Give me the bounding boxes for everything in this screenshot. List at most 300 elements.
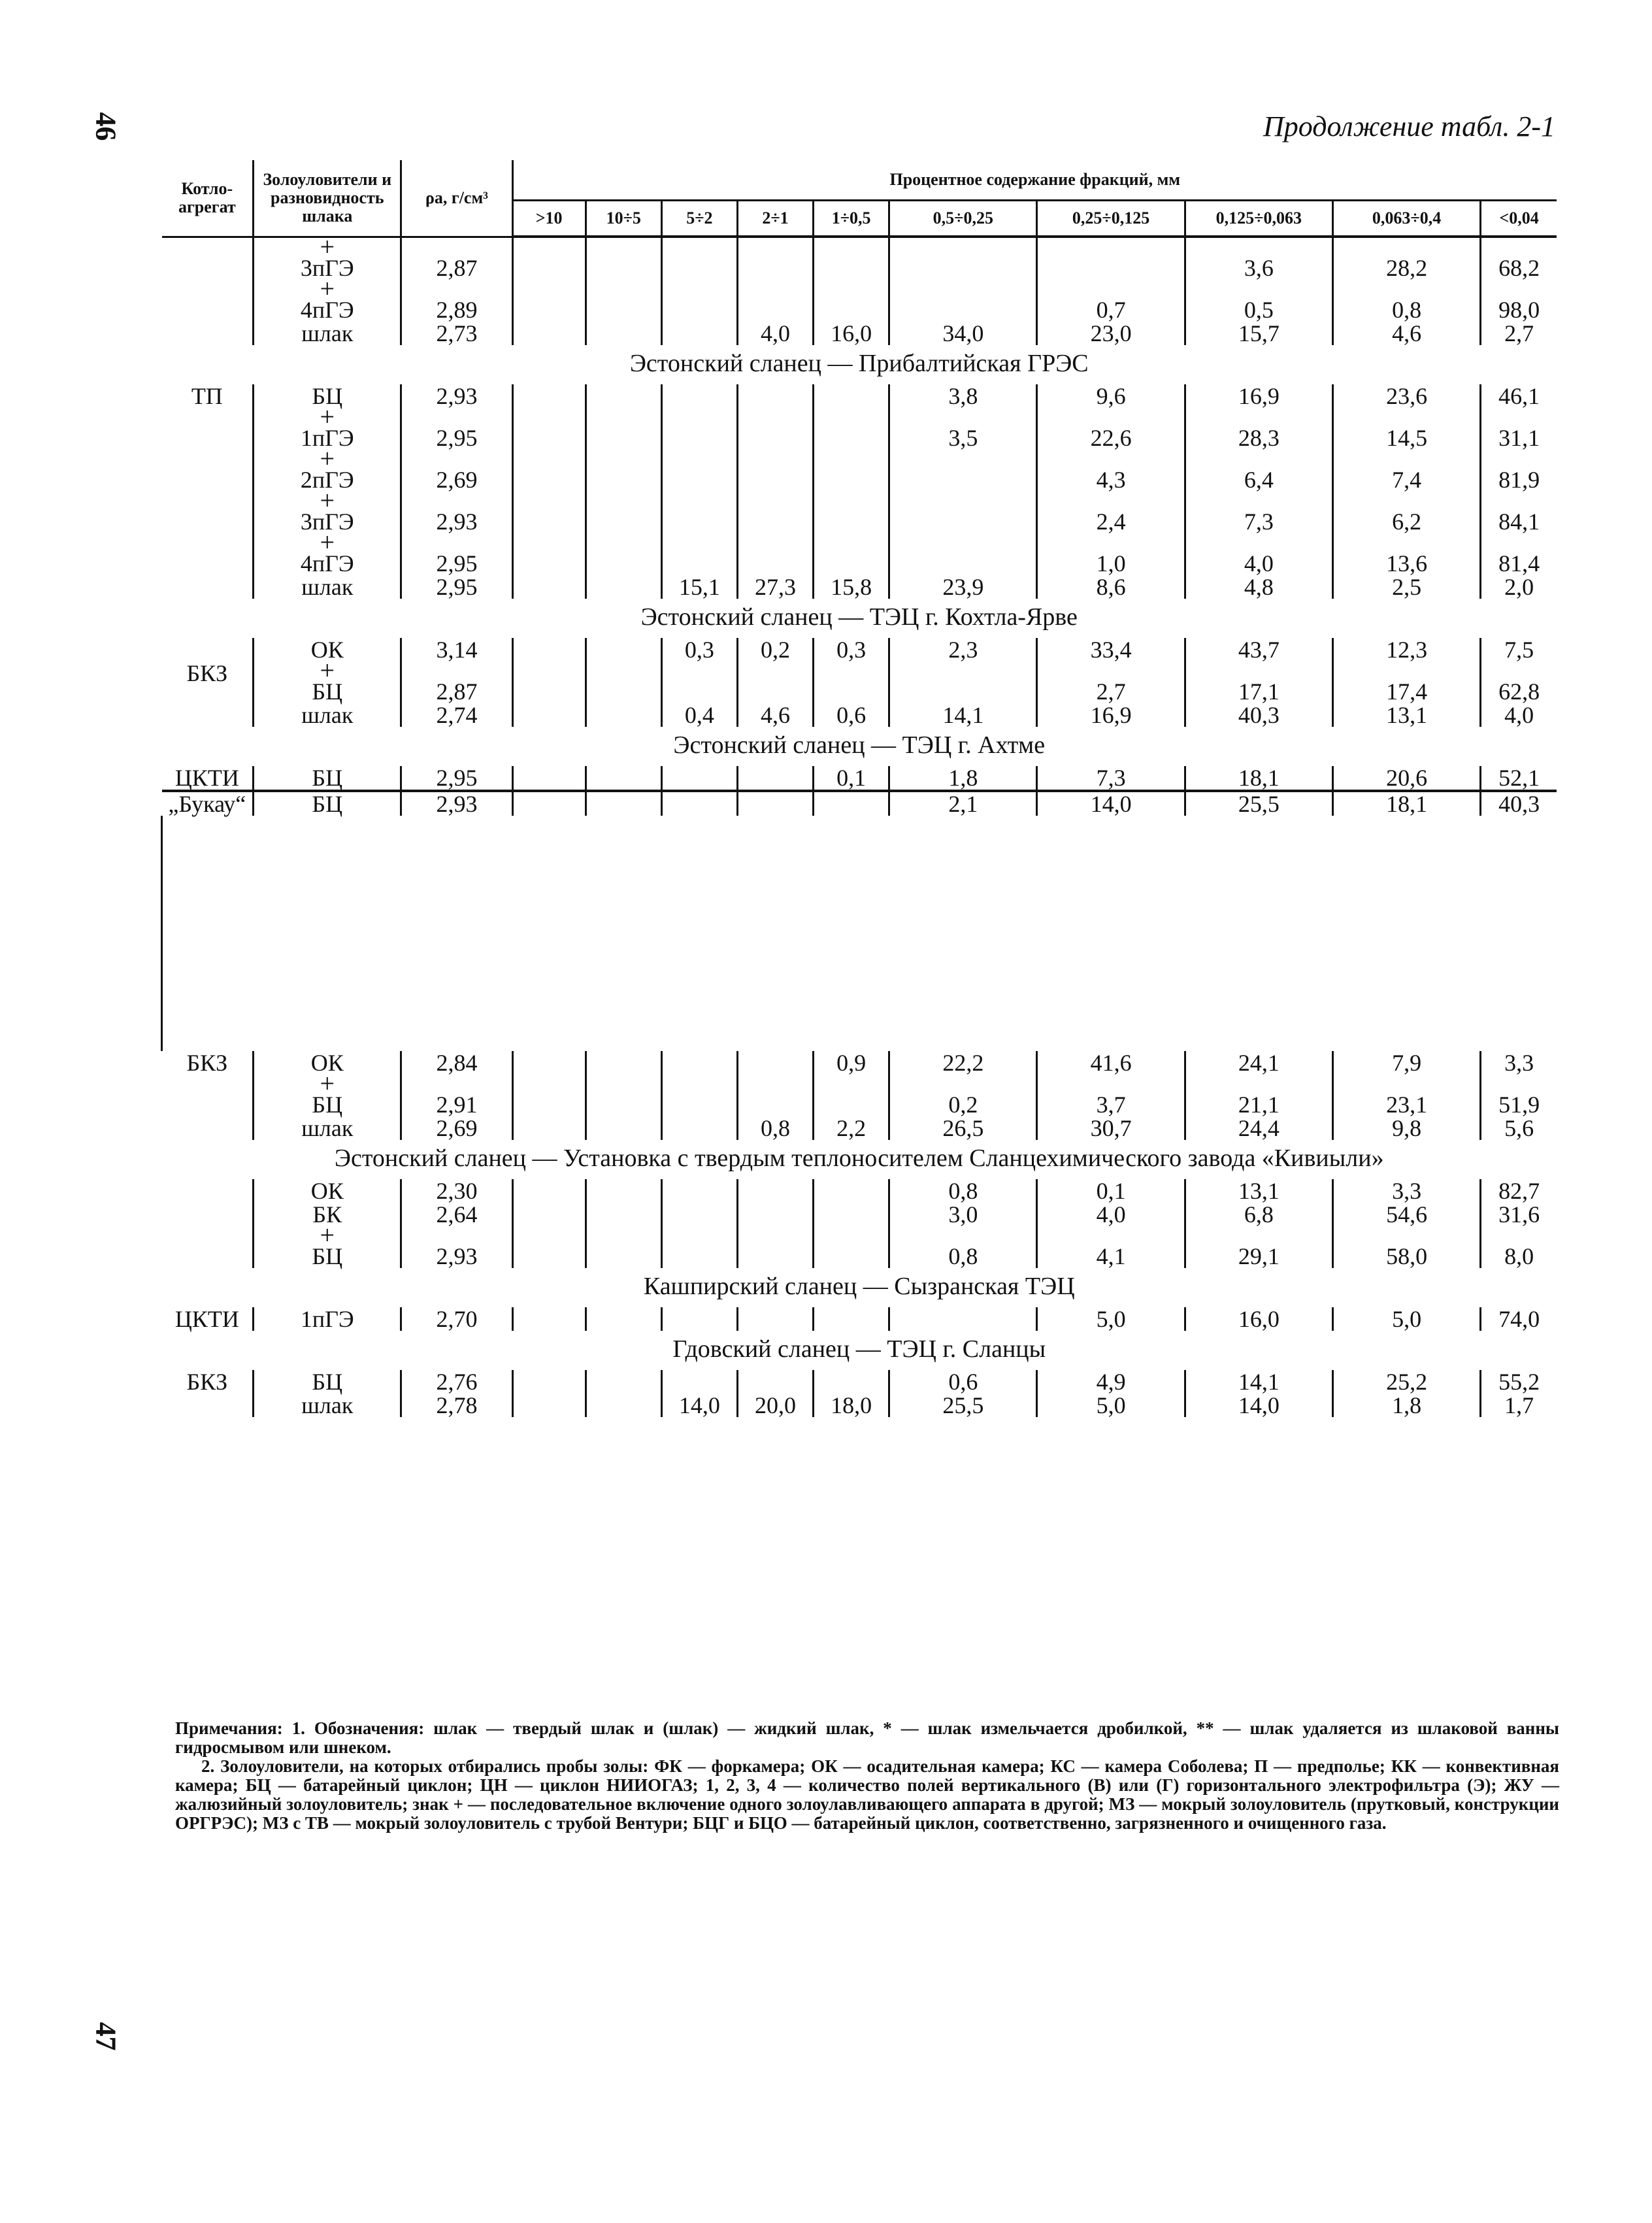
section-title: Гдовский сланец — ТЭЦ г. Сланцы bbox=[672, 1335, 1046, 1363]
fraction-cell bbox=[512, 638, 586, 661]
density-value: 2,30 bbox=[436, 1178, 478, 1204]
fraction-cell bbox=[661, 1226, 737, 1268]
fraction-value: 2,7 bbox=[1096, 678, 1126, 705]
fraction-cell bbox=[586, 1051, 661, 1075]
fraction-cell bbox=[661, 703, 737, 727]
unit-cell bbox=[162, 1116, 254, 1140]
unit-cell bbox=[162, 1179, 254, 1203]
fraction-cell bbox=[889, 1116, 1037, 1140]
fraction-cell bbox=[512, 1116, 586, 1140]
fraction-cell bbox=[1481, 1179, 1557, 1203]
unit-cell: „Букау“ bbox=[168, 791, 246, 817]
fraction-cell bbox=[1481, 766, 1557, 791]
fraction-value: 41,6 bbox=[1090, 1050, 1132, 1076]
fraction-cell bbox=[661, 575, 737, 599]
density-value: 2,76 bbox=[436, 1369, 478, 1395]
fraction-value: 1,8 bbox=[948, 765, 978, 791]
fraction-cell bbox=[889, 791, 1037, 816]
note-1: Примечания: 1. Обозначения: шлак — твердый шлак и (шлак) — жидкий шлак, * — шлак измельчается дробилкой, ** — шлак удаляется из шлаковой ванны гидросмывом или шнеком. bbox=[175, 1718, 1559, 1757]
fraction-cell bbox=[889, 280, 1037, 322]
header-collector: Золоуловители и разновидность шлака bbox=[254, 160, 401, 237]
collector-cell bbox=[254, 1220, 401, 1269]
fraction-cell bbox=[1037, 1051, 1185, 1075]
fraction-value: 14,0 bbox=[678, 1392, 720, 1418]
fraction-cell bbox=[1332, 492, 1480, 533]
fraction-cell bbox=[1037, 1307, 1185, 1331]
unit-cell: ЦКТИ bbox=[174, 1306, 239, 1332]
fraction-cell bbox=[512, 1075, 586, 1116]
fraction-cell bbox=[586, 1394, 661, 1417]
collector-cell bbox=[254, 1069, 401, 1118]
fraction-cell bbox=[1481, 492, 1557, 533]
fraction-value: 58,0 bbox=[1386, 1243, 1428, 1269]
fraction-value: 4,0 bbox=[1244, 550, 1274, 577]
density-cell bbox=[401, 1116, 512, 1140]
fraction-cell bbox=[586, 450, 661, 492]
fraction-value: 51,9 bbox=[1498, 1092, 1540, 1118]
fraction-cell bbox=[814, 450, 889, 492]
fraction-cell bbox=[586, 384, 661, 408]
fraction-value: 6,4 bbox=[1244, 467, 1274, 493]
fraction-value: 98,0 bbox=[1498, 297, 1540, 323]
header-fraction: 2÷1 bbox=[737, 201, 813, 237]
fraction-cell bbox=[1481, 450, 1557, 492]
fraction-cell bbox=[889, 1394, 1037, 1417]
fraction-cell bbox=[661, 638, 737, 661]
density-value: 2,73 bbox=[436, 320, 478, 346]
fraction-cell bbox=[889, 1179, 1037, 1203]
density-value: 2,89 bbox=[436, 297, 478, 323]
table-row bbox=[162, 1203, 1557, 1226]
fraction-cell bbox=[661, 322, 737, 345]
header-fraction: <0,04 bbox=[1481, 201, 1557, 237]
fraction-cell bbox=[1332, 1203, 1480, 1226]
fraction-value: 7,9 bbox=[1392, 1050, 1422, 1076]
collector-name: БЦ bbox=[312, 1092, 343, 1118]
table-row bbox=[162, 1051, 1557, 1075]
fraction-cell bbox=[661, 766, 737, 791]
fraction-cell bbox=[661, 1116, 737, 1140]
fraction-cell bbox=[1037, 791, 1185, 816]
fraction-cell bbox=[661, 1370, 737, 1394]
fraction-value: 16,0 bbox=[1238, 1306, 1280, 1332]
page-gap bbox=[162, 816, 1557, 1051]
fraction-cell bbox=[1185, 1307, 1332, 1331]
collector-name: БЦ bbox=[312, 678, 343, 705]
density-cell bbox=[401, 766, 512, 791]
collector-name: БЦ bbox=[312, 765, 343, 791]
density-cell bbox=[401, 638, 512, 661]
section-title: Эстонский сланец — ТЭЦ г. Ахтме bbox=[673, 731, 1046, 759]
fraction-cell bbox=[1332, 791, 1480, 816]
collector-cell bbox=[254, 1179, 401, 1203]
fraction-cell bbox=[586, 766, 661, 791]
fraction-cell bbox=[1185, 533, 1332, 575]
fraction-value: 20,0 bbox=[755, 1392, 796, 1418]
density-value: 2,69 bbox=[436, 1115, 478, 1141]
fraction-cell bbox=[1185, 791, 1332, 816]
fraction-cell bbox=[814, 766, 889, 791]
unit-cell bbox=[162, 280, 254, 322]
fraction-value: 7,3 bbox=[1096, 765, 1126, 791]
section-row bbox=[162, 599, 1557, 638]
density-value: 2,64 bbox=[436, 1201, 478, 1228]
fraction-cell bbox=[586, 408, 661, 450]
density-value: 2,95 bbox=[436, 425, 478, 451]
fraction-value: 23,1 bbox=[1386, 1092, 1428, 1118]
density-cell bbox=[401, 322, 512, 345]
fraction-cell bbox=[814, 1075, 889, 1116]
collector-name: 4пГЭ bbox=[300, 550, 354, 577]
density-value: 2,93 bbox=[436, 791, 478, 817]
fraction-cell bbox=[814, 322, 889, 345]
fraction-value: 0,1 bbox=[836, 765, 867, 791]
fraction-value: 3,5 bbox=[948, 425, 978, 451]
fraction-value: 68,2 bbox=[1498, 255, 1540, 281]
fraction-value: 0,6 bbox=[948, 1369, 978, 1395]
fraction-cell bbox=[737, 280, 813, 322]
fraction-cell bbox=[512, 408, 586, 450]
fraction-cell bbox=[737, 408, 813, 450]
fraction-cell bbox=[1332, 766, 1480, 791]
fraction-cell bbox=[512, 1226, 586, 1268]
fraction-value: 2,3 bbox=[948, 637, 978, 663]
table-row bbox=[162, 322, 1557, 345]
fraction-value: 0,3 bbox=[684, 637, 714, 663]
fraction-cell bbox=[1185, 1226, 1332, 1268]
fraction-cell bbox=[1185, 280, 1332, 322]
fraction-cell bbox=[814, 237, 889, 280]
fraction-value: 3,8 bbox=[948, 383, 978, 409]
fraction-cell bbox=[661, 408, 737, 450]
plus-sign: + bbox=[320, 231, 335, 261]
fraction-value: 20,6 bbox=[1386, 765, 1428, 791]
unit-cell bbox=[162, 1203, 254, 1226]
fraction-value: 0,7 bbox=[1096, 297, 1126, 323]
fraction-value: 4,8 bbox=[1244, 574, 1274, 600]
fraction-cell bbox=[889, 492, 1037, 533]
fraction-cell bbox=[814, 1226, 889, 1268]
plus-sign: + bbox=[320, 486, 335, 515]
fraction-cell bbox=[1481, 1307, 1557, 1331]
fraction-cell bbox=[737, 450, 813, 492]
unit-cell bbox=[162, 575, 254, 599]
fraction-value: 0,2 bbox=[948, 1092, 978, 1118]
collector-cell bbox=[254, 527, 401, 577]
fraction-cell bbox=[512, 575, 586, 599]
fraction-value: 22,2 bbox=[942, 1050, 984, 1076]
fraction-cell bbox=[1481, 661, 1557, 703]
fraction-cell bbox=[1332, 1226, 1480, 1268]
table-row bbox=[162, 237, 1557, 280]
table-row bbox=[162, 533, 1557, 575]
fraction-value: 1,0 bbox=[1096, 550, 1126, 577]
fraction-cell bbox=[737, 1394, 813, 1417]
fraction-value: 8,0 bbox=[1504, 1243, 1534, 1269]
fraction-cell bbox=[1185, 661, 1332, 703]
fraction-value: 4,1 bbox=[1096, 1243, 1126, 1269]
fraction-cell bbox=[737, 1370, 813, 1394]
fraction-cell bbox=[661, 280, 737, 322]
collector-name: ОК bbox=[310, 1050, 344, 1076]
fraction-cell bbox=[1332, 280, 1480, 322]
fraction-value: 28,3 bbox=[1238, 425, 1280, 451]
table-caption: Продолжение табл. 2-1 bbox=[1263, 110, 1555, 142]
collector-name: шлак bbox=[301, 1392, 354, 1418]
density-cell bbox=[401, 237, 512, 280]
collector-name: шлак bbox=[301, 320, 354, 346]
notes bbox=[175, 1719, 1559, 1833]
fraction-cell bbox=[889, 1370, 1037, 1394]
fraction-value: 52,1 bbox=[1498, 765, 1540, 791]
table-row bbox=[162, 1394, 1557, 1417]
fraction-value: 3,7 bbox=[1096, 1092, 1126, 1118]
table-row bbox=[162, 384, 1557, 408]
fraction-value: 0,2 bbox=[761, 637, 790, 663]
unit-cell bbox=[162, 492, 254, 533]
section-title: Эстонский сланец — Прибалтийская ГРЭС bbox=[629, 350, 1089, 377]
fraction-value: 0,1 bbox=[1096, 1178, 1126, 1204]
section-row bbox=[162, 727, 1557, 766]
fraction-value: 3,0 bbox=[948, 1201, 978, 1228]
fraction-cell bbox=[814, 791, 889, 816]
collector-cell bbox=[254, 1370, 401, 1394]
density-cell bbox=[401, 575, 512, 599]
fraction-value: 81,4 bbox=[1498, 550, 1540, 577]
fraction-cell bbox=[737, 1226, 813, 1268]
fraction-cell bbox=[1481, 1203, 1557, 1226]
fraction-cell bbox=[1037, 1075, 1185, 1116]
fraction-cell bbox=[1185, 492, 1332, 533]
unit-cell: ТП bbox=[191, 383, 223, 409]
fraction-cell bbox=[661, 1307, 737, 1331]
fraction-value: 22,6 bbox=[1090, 425, 1132, 451]
density-cell bbox=[401, 1075, 512, 1116]
density-cell bbox=[401, 384, 512, 408]
fraction-value: 5,6 bbox=[1504, 1115, 1534, 1141]
collector-cell bbox=[254, 703, 401, 727]
fraction-cell bbox=[586, 237, 661, 280]
fraction-cell bbox=[661, 1203, 737, 1226]
unit-cell: ЦКТИ bbox=[162, 766, 254, 791]
fraction-value: 23,0 bbox=[1090, 320, 1132, 346]
fraction-cell bbox=[1185, 1075, 1332, 1116]
table-row bbox=[162, 1370, 1557, 1394]
fraction-value: 34,0 bbox=[942, 320, 984, 346]
fraction-cell bbox=[512, 450, 586, 492]
collector-name: ОК bbox=[310, 1178, 344, 1204]
fraction-cell bbox=[1185, 638, 1332, 661]
fraction-cell bbox=[1037, 384, 1185, 408]
fraction-value: 16,9 bbox=[1090, 702, 1132, 728]
fraction-cell bbox=[1332, 1179, 1480, 1203]
fraction-value: 15,1 bbox=[678, 574, 720, 600]
table-row bbox=[162, 703, 1557, 727]
fraction-cell bbox=[586, 1226, 661, 1268]
fraction-cell bbox=[814, 1116, 889, 1140]
header-fractions-title: Процентное содержание фракций, мм bbox=[512, 160, 1557, 201]
collector-cell bbox=[254, 791, 401, 816]
fraction-value: 31,1 bbox=[1498, 425, 1540, 451]
fraction-value: 25,5 bbox=[942, 1392, 984, 1418]
fraction-cell bbox=[1481, 1394, 1557, 1417]
fraction-cell bbox=[1332, 1394, 1480, 1417]
fraction-cell bbox=[814, 638, 889, 661]
fraction-value: 74,0 bbox=[1498, 1306, 1540, 1332]
fraction-value: 18,1 bbox=[1238, 765, 1280, 791]
fraction-cell bbox=[889, 1226, 1037, 1268]
fraction-cell bbox=[1481, 237, 1557, 280]
fraction-value: 30,7 bbox=[1090, 1115, 1132, 1141]
fraction-cell bbox=[737, 703, 813, 727]
section-row bbox=[162, 1268, 1557, 1307]
table-row bbox=[162, 1075, 1557, 1116]
fraction-value: 0,8 bbox=[948, 1243, 978, 1269]
fraction-cell bbox=[586, 703, 661, 727]
fraction-cell bbox=[814, 408, 889, 450]
fraction-value: 55,2 bbox=[1498, 1369, 1540, 1395]
fraction-cell bbox=[586, 791, 661, 816]
fraction-value: 2,5 bbox=[1392, 574, 1422, 600]
fraction-value: 3,3 bbox=[1504, 1050, 1534, 1076]
fraction-cell bbox=[1037, 280, 1185, 322]
fraction-value: 5,0 bbox=[1392, 1306, 1422, 1332]
fraction-value: 8,6 bbox=[1096, 574, 1126, 600]
fraction-value: 2,7 bbox=[1504, 320, 1534, 346]
fraction-cell bbox=[1332, 408, 1480, 450]
fraction-cell bbox=[512, 492, 586, 533]
fraction-value: 13,6 bbox=[1386, 550, 1428, 577]
fraction-value: 25,2 bbox=[1386, 1369, 1428, 1395]
fraction-cell bbox=[1332, 575, 1480, 599]
fraction-value: 5,0 bbox=[1096, 1392, 1126, 1418]
section-title: Эстонский сланец — Установка с твердым теплоносителем Сланцехимического завода «Кивиыли» bbox=[334, 1145, 1384, 1172]
page-number-bottom: 47 bbox=[90, 2022, 122, 2051]
fraction-value: 7,4 bbox=[1392, 467, 1422, 493]
density-value: 2,78 bbox=[436, 1392, 478, 1418]
fraction-cell bbox=[814, 1179, 889, 1203]
collector-name: шлак bbox=[301, 1115, 354, 1141]
fraction-cell bbox=[737, 533, 813, 575]
fraction-cell bbox=[512, 1370, 586, 1394]
density-cell bbox=[401, 1179, 512, 1203]
fraction-cell bbox=[814, 661, 889, 703]
plus-sign: + bbox=[320, 656, 335, 685]
unit-cell bbox=[162, 1394, 254, 1417]
fraction-cell bbox=[1037, 492, 1185, 533]
density-cell bbox=[401, 1394, 512, 1417]
fraction-cell bbox=[814, 1051, 889, 1075]
fraction-value: 0,9 bbox=[836, 1050, 867, 1076]
fraction-value: 4,9 bbox=[1096, 1369, 1126, 1395]
fraction-cell bbox=[661, 1075, 737, 1116]
fraction-value: 18,0 bbox=[831, 1392, 872, 1418]
fraction-cell bbox=[1332, 322, 1480, 345]
collector-name: БЦ bbox=[312, 1243, 343, 1269]
fraction-value: 0,8 bbox=[948, 1178, 978, 1204]
fraction-cell bbox=[889, 638, 1037, 661]
table-row bbox=[162, 450, 1557, 492]
fraction-cell bbox=[1037, 1203, 1185, 1226]
density-value: 2,95 bbox=[436, 574, 478, 600]
fraction-cell bbox=[586, 1203, 661, 1226]
fraction-cell bbox=[1185, 1370, 1332, 1394]
density-cell bbox=[401, 492, 512, 533]
fraction-cell bbox=[1037, 1370, 1185, 1394]
density-cell bbox=[401, 450, 512, 492]
unit-cell bbox=[162, 533, 254, 575]
fraction-cell bbox=[512, 322, 586, 345]
density-value: 2,93 bbox=[436, 383, 478, 409]
fraction-value: 12,3 bbox=[1386, 637, 1428, 663]
fraction-value: 9,8 bbox=[1392, 1115, 1422, 1141]
fraction-cell bbox=[586, 1075, 661, 1116]
fraction-cell bbox=[661, 1179, 737, 1203]
fraction-cell bbox=[737, 1051, 813, 1075]
fraction-value: 84,1 bbox=[1498, 509, 1540, 535]
fraction-cell bbox=[1185, 1116, 1332, 1140]
table-row bbox=[162, 791, 1557, 816]
fraction-cell bbox=[814, 1370, 889, 1394]
fraction-cell bbox=[1185, 1179, 1332, 1203]
collector-cell bbox=[254, 274, 401, 323]
fraction-value: 43,7 bbox=[1238, 637, 1280, 663]
fraction-value: 62,8 bbox=[1498, 678, 1540, 705]
fraction-cell bbox=[1185, 1203, 1332, 1226]
collector-name: 2пГЭ bbox=[300, 467, 354, 493]
fraction-cell bbox=[512, 766, 586, 791]
density-cell bbox=[401, 1307, 512, 1331]
density-value: 2,70 bbox=[436, 1306, 478, 1332]
density-cell bbox=[401, 1226, 512, 1268]
fraction-value: 15,7 bbox=[1238, 320, 1280, 346]
fraction-cell bbox=[1037, 575, 1185, 599]
density-value: 2,87 bbox=[436, 678, 478, 705]
section-row bbox=[162, 1331, 1557, 1370]
fraction-cell bbox=[1481, 1116, 1557, 1140]
fraction-cell bbox=[889, 661, 1037, 703]
fraction-cell bbox=[889, 322, 1037, 345]
fraction-value: 25,5 bbox=[1238, 791, 1280, 817]
unit-cell bbox=[162, 638, 254, 661]
fraction-cell bbox=[737, 661, 813, 703]
fraction-cell bbox=[1332, 237, 1480, 280]
fraction-cell bbox=[1037, 450, 1185, 492]
density-cell bbox=[401, 1370, 512, 1394]
fraction-value: 0,5 bbox=[1244, 297, 1274, 323]
fraction-cell bbox=[1481, 703, 1557, 727]
collector-name: БЦ bbox=[312, 1369, 343, 1395]
fraction-cell bbox=[1481, 1370, 1557, 1394]
table-row bbox=[162, 1307, 1557, 1331]
collector-cell bbox=[254, 1394, 401, 1417]
fraction-value: 28,2 bbox=[1386, 255, 1428, 281]
fraction-value: 21,1 bbox=[1238, 1092, 1280, 1118]
unit-cell: БКЗ bbox=[186, 1369, 228, 1395]
section-row bbox=[162, 345, 1557, 384]
fraction-cell bbox=[889, 1051, 1037, 1075]
fraction-cell bbox=[814, 492, 889, 533]
fraction-value: 3,3 bbox=[1392, 1178, 1422, 1204]
fraction-value: 2,1 bbox=[948, 791, 978, 817]
collector-cell bbox=[254, 1116, 401, 1140]
fraction-cell bbox=[1037, 533, 1185, 575]
fraction-cell bbox=[586, 1370, 661, 1394]
fraction-cell bbox=[889, 575, 1037, 599]
fraction-cell bbox=[889, 1203, 1037, 1226]
collector-name: 1пГЭ bbox=[300, 425, 354, 451]
fraction-cell bbox=[1332, 703, 1480, 727]
